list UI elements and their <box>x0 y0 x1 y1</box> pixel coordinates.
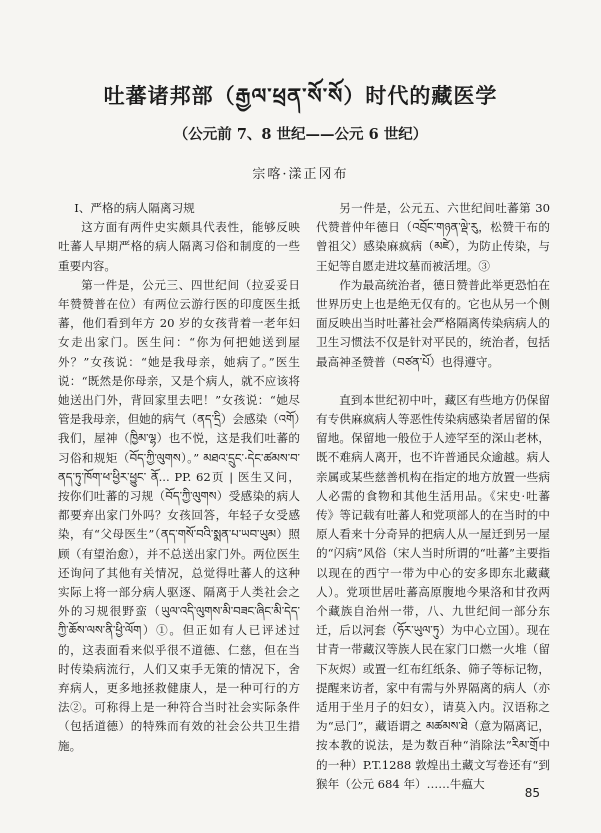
right-column <box>316 199 550 794</box>
article-author: 宗喀·漾正冈布 <box>252 167 349 182</box>
paragraph: 另一件是，公元五、六世纪间吐蕃第 30 代赞普仲年德日（འབྲོང་གཉན་ལྡེ་རུ，松赞干布的曾祖父）感染麻疯病（མཛེ），为防止传染，与王妃等自愿走进坟墓而被活埋。③ <box>316 201 550 273</box>
article-title: 吐蕃诸邦部（རྒྱལ་ཕྲན་སོ་སོ）时代的藏医学 <box>103 83 498 108</box>
paragraph: 第一件是，公元三、四世纪间（拉妥妥日年赞赞普在位）有两位云游行医的印度医生抵蕃，他们看到年方 20 岁的女孩背着一老年妇女走出家门。医生问：“你为何把她送到屋外？”女孩说：“她是我母亲，她病了。”医生说：“既然是你母亲，又是个病人，就不应该将她送出门外，背回家里去吧！”女孩说：“她尽管是我母亲，但她的病气（ནད་དྲི）会感染（འགོ）我们，屋神（ཁྱིམ་ལྷ）也不悦，这是我们吐蕃的习俗和规矩（བོད་ཀྱི་ལུགས）。” མཐའ་དྲུང་·དེང་ཚམས་བ་ནད་ཏུ་ཁོག་ཕ་ཕྱིར་ཕྱུང་ ནོ... PP. 62页 | 医生又问，按你们吐蕃的习规（བོད་ཀྱི་ལུགས）受感染的病人都要弃出家门外吗？女孩回答，年轻子女受感染，有“父母医生”（ནད་གསོ་བའི་སྨན་པ་ཡབ་ཡུམ）照顾（有望治愈），并不总送出家门外。两位医生还询问了其他有关情况，总觉得吐蕃人的这种实际上将一部分病人驱逐、隔离于人类社会之外的习规很野蛮（ཡུལ་འདི་ལུགས་མི་བཟང་ཞིང་མི་དེད་ཀྱི་ཆོས་ལས་ནི་ཕྱི་ལོག）①。但正如有人已评述过的，这表面看来似乎很不道德、仁慈，但在当时传染病流行，人们又束手无策的情况下，舍弃病人，更多地拯救健康人，是一种可行的方法②。可称得上是一种符合当时社会实际条件（包括道德）的特殊而有效的社会公共卫生措施。 <box>58 277 300 753</box>
article-subtitle: （公元前 7、8 世纪——公元 6 世纪） <box>173 126 428 143</box>
paragraph: 直到本世纪初中叶，藏区有些地方仍保留有专供麻疯病人等恶性传染病感染者居留的保留地。保留地一般位于人迹罕至的深山老林，既不难病人离开，也不许普通民众逾越。病人亲属或某些慈善机构在指定的地方放置一些病人必需的食物和其他生活用品。《宋史·吐蕃传》等记载有吐蕃人和党项部人的在当时的中原人看来十分奇异的把病人从一屋迁到另一屋的“闪病”风俗（宋人当时所谓的“吐蕃”主要指以现在的西宁一带为中心的安多即东北藏藏人）。党项世居吐蕃高原腹地今果洛和甘孜两个藏族自治州一带，八、九世纪间一部分东迁，后以河套（ཧོར་ཡུལ་ཏུ）为中心立国）。现在甘青一带藏汉等族人民在家门口燃一火堆（留下灰烬）或置一红布红纸条、筛子等标记物，提醒来访者，家中有需与外界隔离的病人（亦适用于坐月子的妇女），请莫入内。汉语称之为“忌门”，藏语谓之 མཚམས་ཐེ（意为隔离记，按本教的说法，是为数百种“消除法”རིམ་གྲོ中的一种）P.T.1288 敦煌出土藏文写卷还有“到猴年（公元 684 年）……牛瘟大 <box>316 392 550 791</box>
paragraph: 作为最高统治者，德日赞普此举更恐怕在世界历史上也是绝无仅有的。它也从另一个侧面反映出当时吐蕃社会严格隔离传染病病人的卫生习惯法不仅是针对平民的，统治者，包括最高神圣赞普（བཙན་པོ）也得遵守。 <box>316 277 550 369</box>
section-heading: Ⅰ、严格的病人隔离习规 <box>74 201 195 215</box>
page-number: 85 <box>524 786 540 800</box>
paragraph: 这方面有两件史实颇具代表性，能够反映吐蕃人早期严格的病人隔离习俗和制度的一些重要内容。 <box>58 220 300 273</box>
left-column <box>58 199 300 756</box>
